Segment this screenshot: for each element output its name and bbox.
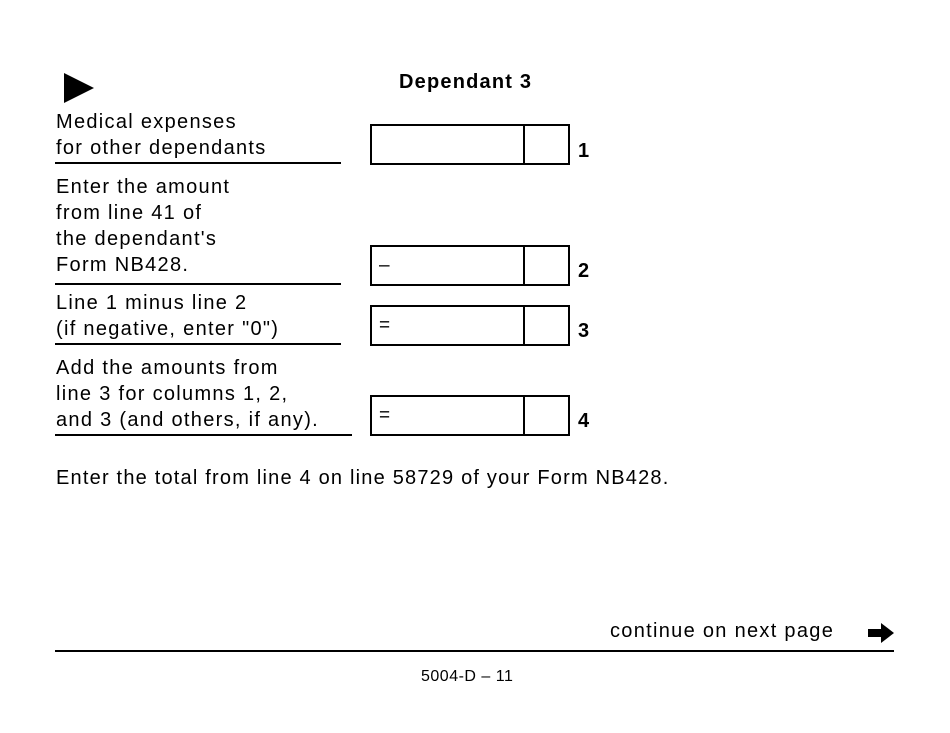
line-1-amount-field[interactable] xyxy=(370,124,570,165)
line-1-cents-divider xyxy=(523,126,525,163)
line-3-number: 3 xyxy=(578,320,590,342)
line-4-sign: = xyxy=(379,405,391,426)
line-4-cents-divider xyxy=(523,397,525,434)
row-4-description xyxy=(56,355,319,433)
row-2-line-2: from line 41 of xyxy=(56,202,203,224)
row-3-line-2: (if negative, enter "0") xyxy=(56,318,280,340)
play-triangle-icon xyxy=(64,73,94,103)
row-2-line-1: Enter the amount xyxy=(56,176,231,198)
row-2-line-3: the dependant's xyxy=(56,228,218,250)
row-1-underline xyxy=(55,162,341,164)
row-3-underline xyxy=(55,343,341,345)
row-1-line-1: Medical expenses xyxy=(56,111,237,133)
row-4-line-1: Add the amounts from xyxy=(56,357,279,379)
row-2-line-4: Form NB428. xyxy=(56,254,190,276)
line-3-amount-field[interactable] xyxy=(370,305,570,346)
row-1-line-2: for other dependants xyxy=(56,137,267,159)
column-heading: Dependant 3 xyxy=(399,71,533,93)
row-4-line-3: and 3 (and others, if any). xyxy=(56,409,320,431)
line-3-cents-divider xyxy=(523,307,525,344)
row-4-underline xyxy=(55,434,352,436)
page-number: 5004-D – 11 xyxy=(421,668,514,685)
row-3-description xyxy=(56,290,279,342)
line-4-number: 4 xyxy=(578,410,590,432)
row-2-underline xyxy=(55,283,341,285)
line-4-amount-field[interactable] xyxy=(370,395,570,436)
line-2-cents-divider xyxy=(523,247,525,284)
row-2-description xyxy=(56,174,230,278)
instruction-text: Enter the total from line 4 on line 58729 of your Form NB428. xyxy=(56,467,670,489)
row-3-line-1: Line 1 minus line 2 xyxy=(56,292,248,314)
line-2-amount-field[interactable] xyxy=(370,245,570,286)
row-4-line-2: line 3 for columns 1, 2, xyxy=(56,383,289,405)
line-3-sign: = xyxy=(379,315,391,336)
row-1-description xyxy=(56,109,267,161)
line-2-sign: – xyxy=(379,255,390,276)
continue-label: continue on next page xyxy=(610,620,835,642)
line-2-number: 2 xyxy=(578,260,590,282)
footer-divider xyxy=(55,650,894,652)
line-1-number: 1 xyxy=(578,140,590,162)
arrow-right-icon xyxy=(867,622,895,644)
